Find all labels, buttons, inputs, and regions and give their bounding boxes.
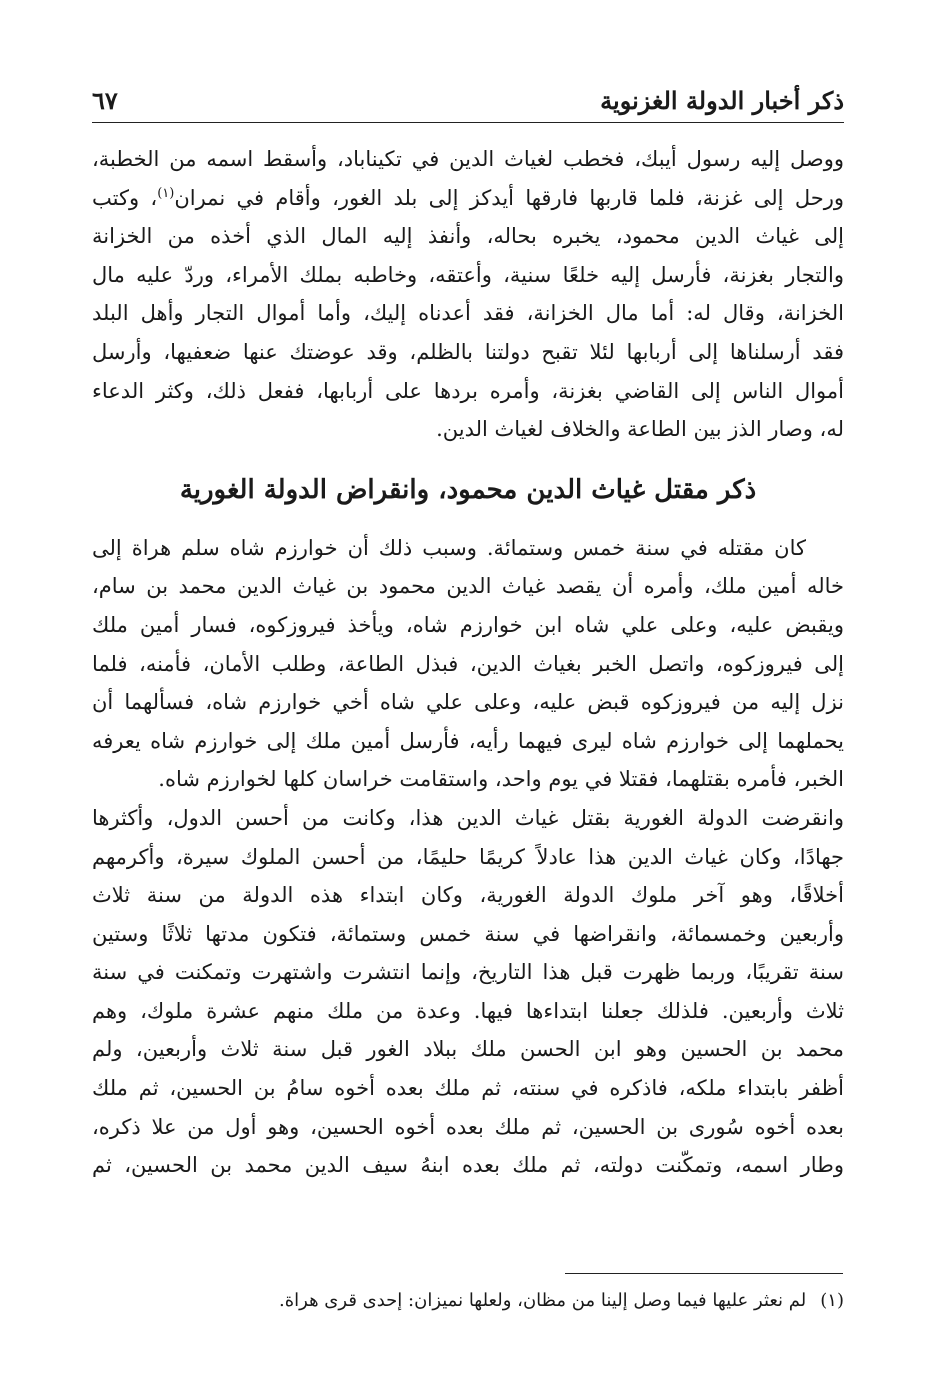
text-line: أموال الناس إلى القاضي بغزنة، وأمره بردها على أربابها، ففعل ذلك، وكثر الدعاء: [92, 378, 844, 403]
text-line: إلى فيروزكوه، واتصل الخبر بغياث الدين، فبذل الطاعة، وطلب الأمان، فأمنه، فلما: [92, 651, 844, 676]
text-line: كان مقتله في سنة خمس وستمائة. وسبب ذلك أن خوارزم شاه سلم هراة إلى: [92, 535, 806, 560]
footnote-text: لم نعثر عليها فيما وصل إلينا من مظان، ولعلها نميزان: إحدى قرى هراة.: [279, 1290, 807, 1311]
paragraph-1: [92, 140, 844, 449]
text-line: ثلاث وأربعين. فلذلك جعلنا ابتداءها فيها. وعدة من ملك منهم عشرة ملوك، وهم: [92, 998, 844, 1023]
text-line: يحملهما إلى خوارزم شاه ليرى فيهما رأيه، فأرسل أمين ملك إلى خوارزم شاه يعرفه: [92, 728, 844, 753]
paragraph-2: [92, 529, 844, 1185]
text-line: والتجار بغزنة، فأرسل إليه خلعًا سنية، وأعتقه، وخاطبه بملك الأمراء، وردّ عليه مال: [92, 262, 844, 287]
footnote-marker: (١): [820, 1290, 844, 1311]
text-line: إلى غياث الدين محمود، يخبره بحاله، وأنفذ إليه المال الذي أخذه من الخزانة: [92, 224, 844, 249]
body-text: [92, 140, 844, 1185]
text-line: أظفر بابتداء ملكه، فاذكره في سنته، ثم ملك بعده أخوه سامُ بن الحسين، ثم ملك: [92, 1076, 845, 1101]
running-head: [92, 82, 844, 123]
text-line: خاله أمين ملك، وأمره أن يقصد غياث الدين محمود بن غياث الدين محمد بن سام،: [92, 574, 844, 599]
text-line: وأربعين وخمسمائة، وانقراضها في سنة خمس وستمائة، فتكون مدتها ثلاثًا وستين: [92, 921, 844, 946]
text-line: [92, 179, 844, 218]
text-line: ووصل إليه رسول أيبك، فخطب لغياث الدين في تكيناباد، وأسقط اسمه من الخطبة،: [92, 147, 844, 171]
text-line-start: ورحل إلى غزنة، فلما قاربها فارقها أيدكز إلى بلد الغور، وأقام في نمران: [174, 185, 844, 210]
text-line: أخلاقًا، وهو آخر ملوك الدولة الغورية، وكان ابتداء هذه الدولة من سنة ثلاث: [92, 883, 844, 908]
text-line: فقد أرسلناها إلى أربابها لئلا تقبح دولتنا بالظلم، وقد عوضتك عنها ضعفيها، وأرسل: [92, 339, 844, 364]
text-line: محمد بن الحسين وهو ابن الحسن ملك ببلاد الغور قبل سنة ثلاث وأربعين، ولم: [92, 1037, 844, 1062]
text-line: بعده أخوه سُورى بن الحسين، ثم ملك بعده أخوه الحسين، وهو أول من علا ذكره،: [92, 1114, 844, 1139]
text-line: وانقرضت الدولة الغورية بقتل غياث الدين هذا، وكانت من أحسن الدول، وأكثرها: [92, 805, 844, 830]
text-line: وطار اسمه، وتمكّنت دولته، ثم ملك بعده ابنهُ سيف الدين محمد بن الحسين، ثم: [92, 1153, 844, 1178]
section-heading: ذكر مقتل غياث الدين محمود، وانقراض الدولة الغورية: [179, 474, 757, 505]
text-line: الخزانة، وقال له: أما مال الخزانة، فقد أعدناه إليك، وأما أموال التجار وأهل البلد: [92, 301, 844, 326]
page-number: ٦٧: [92, 86, 118, 115]
footnote: [244, 1286, 844, 1316]
text-line: له، وصار الذز بين الطاعة والخلاف لغياث الدين.: [436, 417, 844, 442]
running-head-title: ذكر أخبار الدولة الغزنوية: [600, 86, 844, 115]
text-line: الخبر، فأمره بقتلهما، فقتلا في يوم واحد، واستقامت خراسان كلها لخوارزم شاه.: [158, 767, 844, 792]
text-line: نزل إليه من فيروزكوه قبض عليه، وعلى علي شاه أخي خوارزم شاه، فسألهما أن: [92, 690, 844, 715]
text-line: ويقبض عليه، وعلى علي شاه ابن خوارزم شاه، ويأخذ فيروزكوه، فسار أمين ملك: [92, 612, 844, 637]
text-line: جهادًا، وكان غياث الدين هذا عادلاً كريمًا حليمًا، من أحسن الملوك سيرة، وأكرمهم: [92, 844, 844, 869]
text-line: سنة تقريبًا، وربما ظهرت قبل هذا التاريخ، وإنما انتشرت واشتهرت وتمكنت في سنة: [92, 960, 844, 985]
footnote-reference: (١): [157, 185, 175, 201]
footnote-divider: [565, 1273, 843, 1274]
text-line-end: ، وكتب: [92, 185, 158, 210]
